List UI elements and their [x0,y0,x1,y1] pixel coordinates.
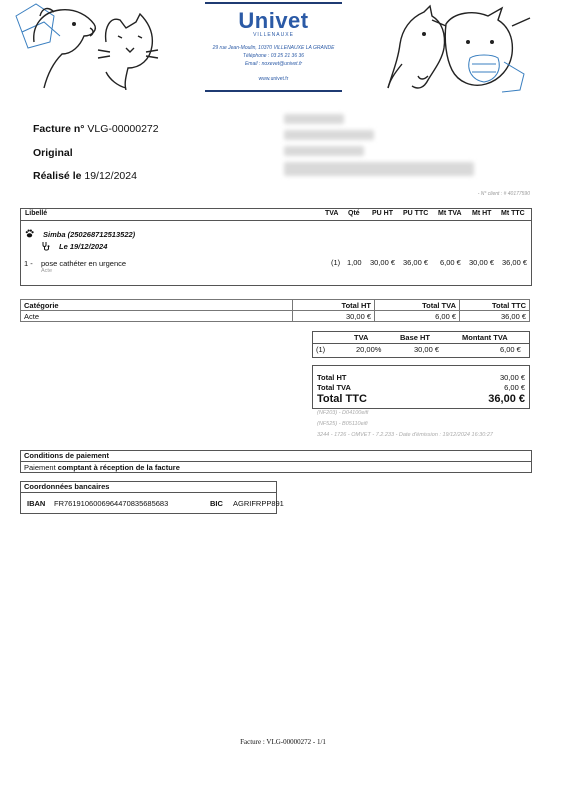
vat-table-divider [313,343,529,344]
vat-base: 30,00 € [414,345,440,354]
vat-amount: 6,00 € [500,345,521,354]
category-name: Acte [21,311,293,322]
iban-value: FR7619106006964470835685683 [54,499,169,508]
invoice-date-label: Réalisé le [33,170,82,182]
copy-label: Original [33,147,73,159]
total-ttc-value: 36,00 € [488,393,525,405]
nf203-note: (NF203) - D04100eifi [317,410,369,416]
clinic-address: 29 rue Jean-Moulin, 10370 VILLENAUXE LA GRANDE [212,45,335,51]
bank-details-title: Coordonnées bancaires [21,482,276,493]
invoice-lines-table [20,208,532,286]
invoice-number [33,123,159,135]
iban-label: IBAN [27,499,46,508]
dog-cat-illustration [14,2,162,90]
payment-conditions-text [24,463,180,472]
line-mt-ht: 30,00 € [469,258,495,267]
col-label: Libellé [25,210,48,217]
table-row [21,311,530,322]
total-ht-label: Total HT [317,373,347,382]
line-label: pose cathéter en urgence [41,259,127,268]
payment-conditions-title: Conditions de paiement [21,451,531,462]
bank-details-box [20,481,284,514]
animal-name: Simba (250268712513522) [43,230,136,239]
vat-amount-col-header: Montant TVA [462,333,508,342]
client-address-redacted [270,114,470,186]
payment-prefix: Paiement [24,463,56,472]
category-total-tva: 6,00 € [375,311,460,322]
vat-rate: 20,00% [356,345,382,354]
invoice-number-label: Facture n° [33,123,85,135]
clinic-phone: Téléphone : 03 25 21 36 36 [242,53,305,59]
col-mt-ttc: Mt TTC [501,210,525,217]
total-tva-label: Total TVA [317,383,351,392]
client-reference: - N° client : # 40177590 [477,191,530,197]
col-mt-ht: Mt HT [472,210,492,217]
line-pu-ht: 30,00 € [370,258,396,267]
line-index: 1 - [24,259,33,268]
total-ttc-label: Total TTC [317,393,367,405]
category-col-header: Catégorie [21,300,293,311]
col-mt-tva: Mt TVA [438,210,462,217]
emission-note: 3244 - 1726 - OMVET - 7.2.233 - Date d'émission : 19/12/2024 16:30:27 [317,432,493,438]
category-total-ht: 30,00 € [293,311,375,322]
lines-table-header [21,209,531,221]
category-total-ttc: 36,00 € [460,311,530,322]
nf525-note: (NF525) - B05110eifi [317,421,368,427]
paw-icon [25,229,34,238]
clinic-website[interactable]: www.univet.fr [258,76,289,82]
line-pu-ttc: 36,00 € [403,258,429,267]
col-tva: TVA [325,210,339,217]
bic-label: BIC [210,499,223,508]
invoice-number-value: VLG-00000272 [87,123,159,135]
clinic-email[interactable]: Email : noxevet@univet.fr [244,61,303,67]
total-tva-col-header: Total TVA [375,300,460,311]
line-tva: (1) [331,258,341,267]
col-pu-ht: PU HT [372,210,393,217]
vat-rate-col-header: TVA [354,333,369,342]
col-qty: Qté [348,210,360,217]
vat-base-col-header: Base HT [400,333,431,342]
total-tva-row [317,383,525,392]
total-ht-row [317,373,525,382]
line-mt-tva: 6,00 € [440,258,461,267]
line-qty: 1,00 [347,258,362,267]
stethoscope-icon [41,241,51,251]
page-footer: Facture : VLG-00000272 - 1/1 [240,738,326,746]
brand-subtitle: VILLENAUXE [253,32,294,38]
visit-date: Le 19/12/2024 [59,242,108,251]
brand-name: Univet [238,8,309,33]
vat-code: (1) [316,345,326,354]
total-ht-value: 30,00 € [499,373,525,382]
total-ttc-col-header: Total TTC [460,300,530,311]
category-summary-table [20,299,530,322]
totals-box [312,365,530,409]
line-mt-ttc: 36,00 € [502,258,528,267]
payment-terms: comptant à réception de la facture [57,463,180,472]
bic-value: AGRIFRPP891 [233,499,284,508]
clinic-logo-block [205,2,342,92]
invoice-date [33,170,137,182]
category-header-row [21,300,530,311]
invoice-date-value: 19/12/2024 [84,170,137,182]
total-ht-col-header: Total HT [293,300,375,311]
total-tva-value: 6,00 € [504,383,525,392]
col-pu-ttc: PU TTC [403,210,429,217]
payment-conditions-box [20,450,532,473]
horse-cow-illustration [384,4,534,94]
line-category: Acte [41,268,53,274]
total-ttc-row [317,393,525,405]
